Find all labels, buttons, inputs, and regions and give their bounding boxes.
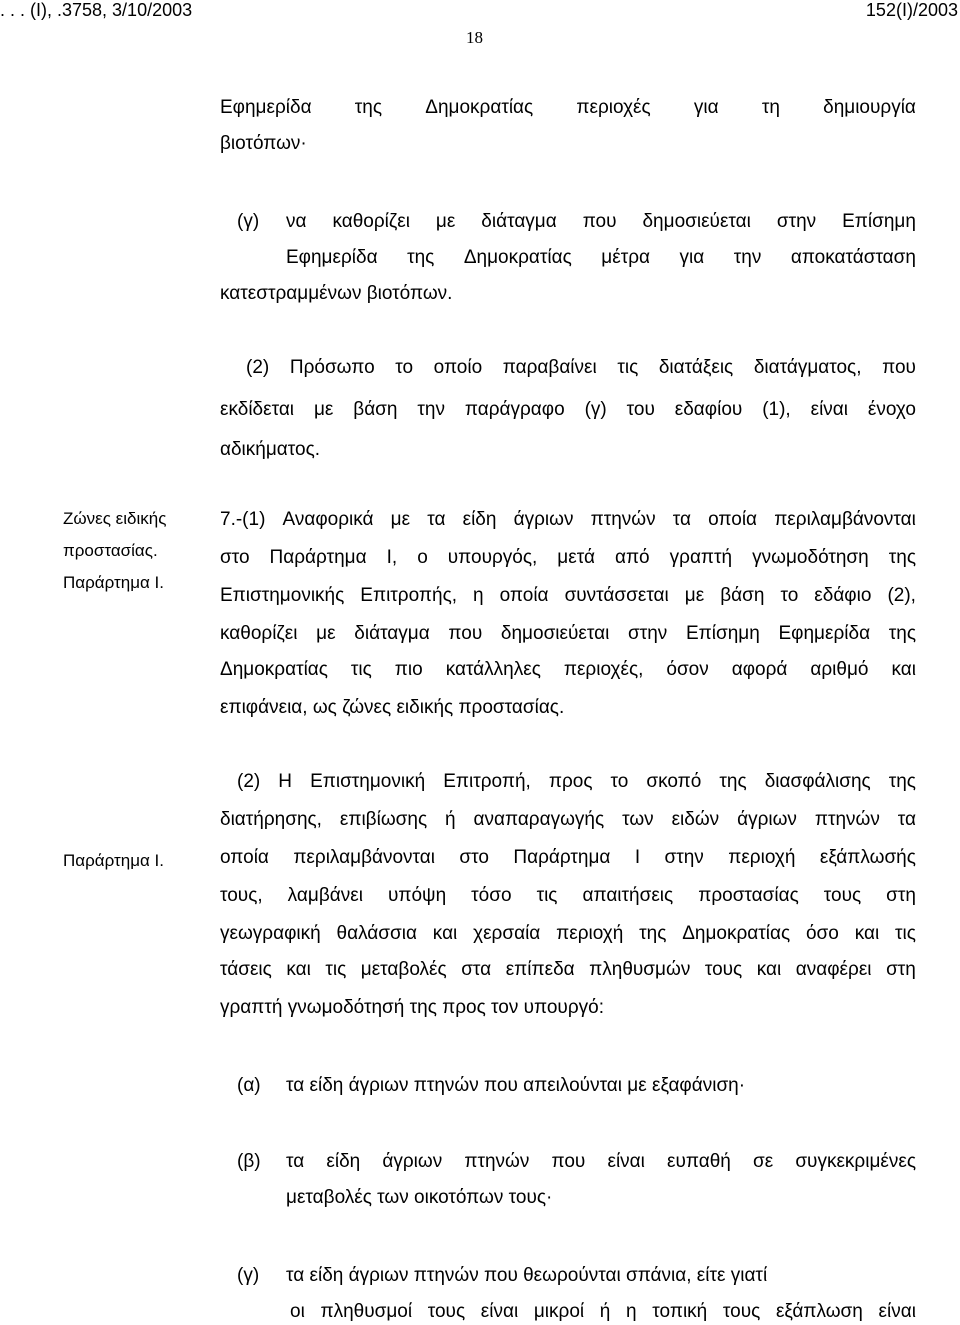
word: οποίο — [433, 357, 483, 378]
word: στα — [461, 959, 492, 980]
word: Επιστημονική — [310, 771, 426, 792]
word: Εφημερίδα — [286, 247, 378, 268]
word: καθορίζει — [220, 623, 298, 644]
text-line — [220, 622, 916, 646]
word: πτηνών — [814, 809, 880, 830]
word: επιβίωσης — [339, 809, 428, 830]
list-item-text: τα είδη άγριων πτηνών που απειλούνται με εξαφάνιση· — [286, 1075, 746, 1096]
word: στη — [886, 885, 916, 906]
word: τόσο — [471, 885, 512, 906]
word: Παράρτημα — [513, 847, 611, 868]
list-item-text — [286, 1150, 916, 1174]
word: είδη — [326, 1151, 361, 1172]
word: πληθυσμοί — [320, 1301, 413, 1322]
margin-note: Παράρτημα Ι. — [63, 851, 164, 870]
word: είναι — [607, 1151, 645, 1172]
word: ο — [417, 547, 428, 568]
word: εδαφίου — [674, 399, 743, 420]
word: του — [626, 399, 655, 420]
word: αριθμό — [810, 659, 869, 680]
word: τα — [427, 509, 446, 530]
word: αναπαραγωγής — [473, 809, 605, 830]
list-item-text: τα είδη άγριων πτηνών που θεωρούνται σπάνια, είτε γιατί — [286, 1265, 768, 1286]
word: αναφέρει — [795, 959, 872, 980]
word: για — [679, 247, 705, 268]
margin-note: προστασίας. — [63, 541, 158, 560]
page-number: 18 — [466, 28, 483, 47]
word: Αναφορικά — [282, 509, 374, 530]
word: δημιουργία — [823, 97, 916, 118]
word: Επίσημη — [842, 211, 916, 232]
word: υπόψη — [387, 885, 447, 906]
text-line — [246, 356, 916, 380]
word: η — [626, 1301, 637, 1322]
word: τις — [617, 357, 639, 378]
text-line: επιφάνεια, ως ζώνες ειδικής προστασίας. — [220, 697, 565, 718]
word: οποία — [220, 847, 269, 868]
text-line — [220, 658, 916, 682]
word: Επίσημη — [685, 623, 760, 644]
word: Δημοκρατίας — [463, 247, 572, 268]
word: είναι — [878, 1301, 916, 1322]
word: και — [891, 659, 916, 680]
word: το — [610, 771, 629, 792]
text-line — [220, 884, 916, 908]
word: διατάξεις — [658, 357, 734, 378]
text-line — [220, 808, 916, 832]
word: διάταγμα — [354, 623, 430, 644]
word: πληθυσμών — [589, 959, 691, 980]
word: άγριων — [513, 509, 574, 530]
word: της — [888, 623, 916, 644]
word: Δημοκρατίας — [682, 923, 791, 944]
word: τους — [704, 959, 743, 980]
word: υπουργός, — [447, 547, 538, 568]
word: (2) — [246, 357, 270, 378]
word: της — [407, 247, 435, 268]
text-line: βιοτόπων· — [220, 133, 307, 154]
word: Εφημερίδα — [778, 623, 871, 644]
word: Εφημερίδα — [220, 97, 312, 118]
text-line — [220, 958, 916, 982]
word: περιοχή — [728, 847, 796, 868]
word: Επιστημονικής — [220, 585, 345, 606]
word: οποία — [499, 585, 549, 606]
text-line — [286, 246, 916, 270]
word: παραβαίνει — [502, 357, 597, 378]
text-line: γραπτή γνωμοδότησή της προς τον υπουργό: — [220, 997, 604, 1018]
word: που — [582, 211, 617, 232]
word: η — [473, 585, 484, 606]
word: ευπαθή — [667, 1151, 731, 1172]
word: που — [448, 623, 483, 644]
word: στο — [459, 847, 489, 868]
word: (1), — [762, 399, 791, 420]
text-line — [220, 398, 916, 422]
word: τα — [897, 809, 916, 830]
text-line — [220, 922, 916, 946]
word: ή — [445, 809, 456, 830]
margin-note: Ζώνες ειδικής — [63, 509, 167, 528]
word: οι — [290, 1301, 305, 1322]
word: Ι — [634, 847, 641, 868]
list-item-text: μεταβολές των οικοτόπων τους· — [286, 1187, 553, 1208]
word: ειδών — [671, 809, 720, 830]
word: είδη — [462, 509, 497, 530]
text-line — [220, 846, 916, 870]
word: είναι — [810, 399, 848, 420]
text-line — [220, 546, 916, 570]
word: με — [390, 509, 411, 530]
word: ή — [599, 1301, 611, 1322]
word: την — [733, 247, 762, 268]
word: περιοχές — [576, 97, 651, 118]
word: της — [888, 547, 916, 568]
text-line — [220, 508, 916, 532]
word: τη — [761, 97, 780, 118]
item-label: (γ) — [237, 211, 260, 232]
word: βάση — [720, 585, 765, 606]
word: στην — [627, 623, 668, 644]
word: βάση — [353, 399, 398, 420]
word: γνωμοδότηση — [752, 547, 869, 568]
word: τοπική — [652, 1301, 708, 1322]
word: που — [882, 357, 916, 378]
word: τις — [350, 659, 372, 680]
word: άγριων — [382, 1151, 443, 1172]
word: να — [286, 211, 307, 232]
word: των — [622, 809, 654, 830]
word: προς — [548, 771, 593, 792]
word: συντάσσεται — [564, 585, 669, 606]
word: οποία — [708, 509, 758, 530]
word: της — [354, 97, 383, 118]
word: τις — [895, 923, 916, 944]
word: (γ) — [584, 399, 607, 420]
word: και — [854, 923, 880, 944]
word: το — [780, 585, 799, 606]
margin-note: Παράρτημα Ι. — [63, 573, 164, 592]
word: αποκατάσταση — [790, 247, 916, 268]
word: λαμβάνει — [287, 885, 363, 906]
word: την — [417, 399, 445, 420]
text-line: κατεστραμμένων βιοτόπων. — [220, 283, 453, 304]
word: σκοπό — [646, 771, 702, 792]
word: χερσαία — [473, 923, 541, 944]
text-line — [237, 770, 916, 794]
word: εξάπλωση — [775, 1301, 863, 1322]
word: τους, — [220, 885, 263, 906]
word: Επιτροπής, — [360, 585, 458, 606]
word: της — [719, 771, 747, 792]
text-line — [286, 210, 916, 234]
word: Ι, — [386, 547, 398, 568]
word: διάταγμα — [481, 211, 557, 232]
word: μετά — [557, 547, 595, 568]
text-line — [220, 584, 916, 608]
word: της — [888, 771, 916, 792]
word: μέτρα — [601, 247, 651, 268]
word: εξάπλωσής — [819, 847, 916, 868]
word: στην — [776, 211, 817, 232]
word: όσο — [805, 923, 839, 944]
list-label: (α) — [237, 1075, 261, 1096]
word: επίπεδα — [505, 959, 575, 980]
word: συγκεκριμένες — [795, 1151, 916, 1172]
word: εδάφιο — [814, 585, 872, 606]
word: και — [286, 959, 311, 980]
word: μεταβολές — [360, 959, 447, 980]
word: άγριων — [737, 809, 797, 830]
word: είναι — [480, 1301, 519, 1322]
word: κατάλληλες — [445, 659, 541, 680]
gazette-header-right: 152(Ι)/2003 — [865, 0, 958, 20]
word: με — [684, 585, 705, 606]
word: στην — [664, 847, 704, 868]
word: όσον — [666, 659, 709, 680]
word: εκδίδεται — [220, 399, 295, 420]
word: Η — [278, 771, 293, 792]
word: Δημοκρατίας — [425, 97, 534, 118]
word: στο — [220, 547, 250, 568]
word: (2), — [887, 585, 916, 606]
word: πτηνών — [590, 509, 656, 530]
word: της — [639, 923, 667, 944]
word: πτηνών — [464, 1151, 530, 1172]
word: μικροί — [533, 1301, 585, 1322]
gazette-header-left: . . . (Ι), .3758, 3/10/2003 — [0, 0, 193, 20]
word: Επιτροπή, — [443, 771, 531, 792]
word: για — [693, 97, 719, 118]
word: με — [313, 399, 334, 420]
word: τις — [536, 885, 558, 906]
list-label: (β) — [237, 1151, 261, 1172]
text-line: αδικήματος. — [220, 439, 321, 460]
word: προστασίας — [698, 885, 799, 906]
word: καθορίζει — [332, 211, 410, 232]
word: περιοχή — [556, 923, 624, 944]
word: με — [316, 623, 336, 644]
word: θαλάσσια — [336, 923, 417, 944]
word: διατήρησης, — [220, 809, 322, 830]
word: Δημοκρατίας — [220, 659, 328, 680]
word: τους — [722, 1301, 761, 1322]
word: διατάγματος, — [753, 357, 862, 378]
word: το — [395, 357, 414, 378]
word: τους — [427, 1301, 466, 1322]
word: περιλαμβάνονται — [774, 509, 916, 530]
word: παράγραφο — [464, 399, 565, 420]
word: Παράρτημα — [269, 547, 367, 568]
word: γραπτή — [669, 547, 733, 568]
word: από — [614, 547, 650, 568]
word: (2) — [237, 771, 261, 792]
word: 7.-(1) — [220, 509, 266, 530]
word: και — [432, 923, 458, 944]
word: δημοσιεύεται — [642, 211, 751, 232]
word: τα — [286, 1151, 305, 1172]
word: ένοχο — [867, 399, 916, 420]
word: που — [551, 1151, 586, 1172]
word: τα — [672, 509, 691, 530]
word: στη — [886, 959, 916, 980]
word: δημοσιεύεται — [500, 623, 610, 644]
word: διασφάλισης — [764, 771, 871, 792]
word: σε — [752, 1151, 774, 1172]
word: τους — [823, 885, 862, 906]
list-label: (γ) — [237, 1265, 260, 1286]
word: με — [435, 211, 456, 232]
word: Πρόσωπο — [289, 357, 375, 378]
word: και — [756, 959, 782, 980]
text-line — [220, 96, 916, 120]
word: απαιτήσεις — [582, 885, 674, 906]
list-item-text — [290, 1300, 916, 1324]
word: περιλαμβάνονται — [293, 847, 436, 868]
word: τάσεις — [220, 959, 272, 980]
word: περιοχές, — [563, 659, 644, 680]
word: αφορά — [731, 659, 788, 680]
word: τις — [325, 959, 347, 980]
word: πιο — [394, 659, 423, 680]
word: γεωγραφική — [220, 923, 321, 944]
